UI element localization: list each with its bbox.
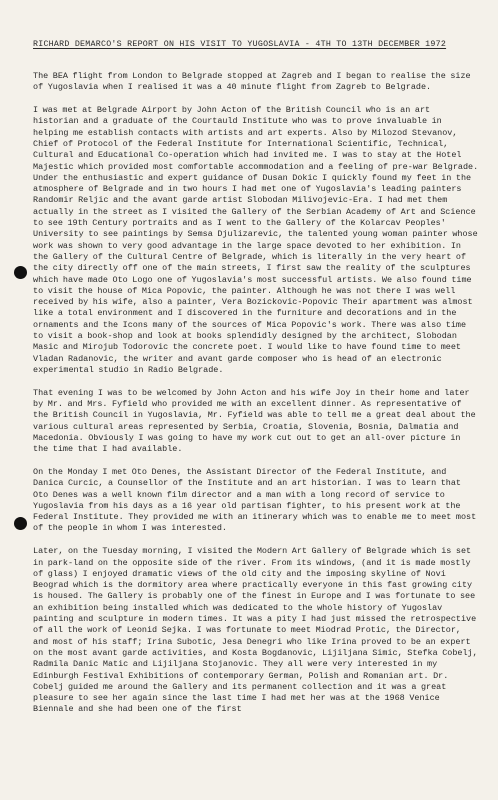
paragraph-flight: The BEA flight from London to Belgrade stopped at Zagreb and I began to realise the size of Yugoslavia when I realised it was a 40 minute flight from Zagreb to Belgrade. bbox=[33, 71, 471, 93]
punch-hole-top bbox=[14, 266, 27, 279]
punch-hole-bottom bbox=[14, 517, 27, 530]
paragraph-tuesday: Later, on the Tuesday morning, I visited the Modern Art Gallery of Belgrade which is set in park-land on the opposite side of the river. From its windows, (and it is made mostly of glass) I enjoyed dramatic views of the old city and the imposing skyline of Novi Beograd which is the dormitory area where practically everyone in this fast growing city is housed. The Gallery is probably one of the finest in Europe and I was fortunate to see an exhibition being installed which was dedicated to the whole history of Yugoslav painting and sculpture in modern times. It was a pity I had just missed the retrospective of all the work of Leonid Sejka. I was fortunate to meet Miodrad Protic, the Director, and most of his staff; Irina Subotic, Jesa Denegri who like Irina proved to be an expert on the most avant garde activities, and Kosta Bogdanovic, Lijiljana Simic, Stefka Cobelj, Radmila Danic Matic and Lijiljana Stojanovic. They all were very interested in my Edinburgh Festival Exhibitions of contemporary German, Polish and Romanian art. Dr. Cobelj guided me around the Gallery and its permanent collection and it was a great pleasure to see her again since the last time I had met her was at the 1968 Venice Biennale and she had been one of the first bbox=[33, 546, 478, 715]
paragraph-evening: That evening I was to be welcomed by John Acton and his wife Joy in their home and later by Mr. and Mrs. Fyfield who provided me with an excellent dinner. As representative of the British Council in Yugoslavia, Mr. Fyfield was able to tell me a great deal about the various cultural areas represented by Serbia, Croatia, Slovenia, Bosnia, Dalmatia and Macedonia. Obviously I was going to have my work cut out to get an all-over picture in the time that I had available. bbox=[33, 387, 476, 455]
report-title: RICHARD DEMARCO'S REPORT ON HIS VISIT TO YUGOSLAVIA - 4TH TO 13TH DECEMBER 1972 bbox=[33, 40, 447, 49]
paragraph-monday: On the Monday I met Oto Denes, the Assistant Director of the Federal Institute, and Danica Curcic, a Counsellor of the Institute and an art historian. I was to learn that Oto Denes was a well known film director and a man with a long record of service to Yugoslavia from his days as a 16 year old partisan fighter, to his present work at the Federal Institute. They provided me with an itinerary which was to enable me to meet most of the people in whom I was interested. bbox=[33, 467, 477, 534]
paragraph-arrival: I was met at Belgrade Airport by John Acton of the British Council who is an art historian and a graduate of the Courtauld Institute who was to prove invaluable in helping me establish contacts with artists and art experts. Also by Milozod Stevanov, Chief of Protocol of the Federal Institute for International Scientific, Technical, Cultural and Educational Co-operation which had invited me. I was to stay at the Hotel Majestic which provided most comfortable accommodation and a feeling of pre-war Belgrade. Under the enthusiastic and expert guidance of Dusan Dokic I quickly found my feet in the atmosphere of Belgrade and in two hours I had met one of Yugoslavia's leading painters Randomir Reljic and the avant garde artist Slobodan Milivojevic-Era. I had met them actually in the street as I visited the Gallery of the Serbian Academy of Art and Science to see 19th Century portraits and as I went to the Gallery of the Kolarcav Peoples' University to see paintings by Semsa Djulizarevic, the talented young woman painter whose work was shown to very good advantage in the large space devoted to her exhibition. In the Gallery of the Cultural Centre of Belgrade, which is literally in the very heart of the city directly off one of the main streets, I first saw the reality of the sculptures which have made Oto Logo one of Yugoslavia's most successful artists. We also found time to visit the house of Mica Popovic, the painter. Although he was not there I was well received by his wife, also a painter, Vera Bozickovic-Popovic Their apartment was almost like a total environment and I discovered in the furniture and decorations and in the ornaments and the Icons many of the sources of Mica Popovic's work. There was also time to visit a book-shop and look at books splendidly designed by the architect, Slobodan Masic and Mirojub Todorovic the concrete poet. I would like to have found time to meet Vladan Radanovic, the writer and avant garde composer who is head of an electronic experimental studio in Radio Belgrade. bbox=[33, 105, 479, 375]
